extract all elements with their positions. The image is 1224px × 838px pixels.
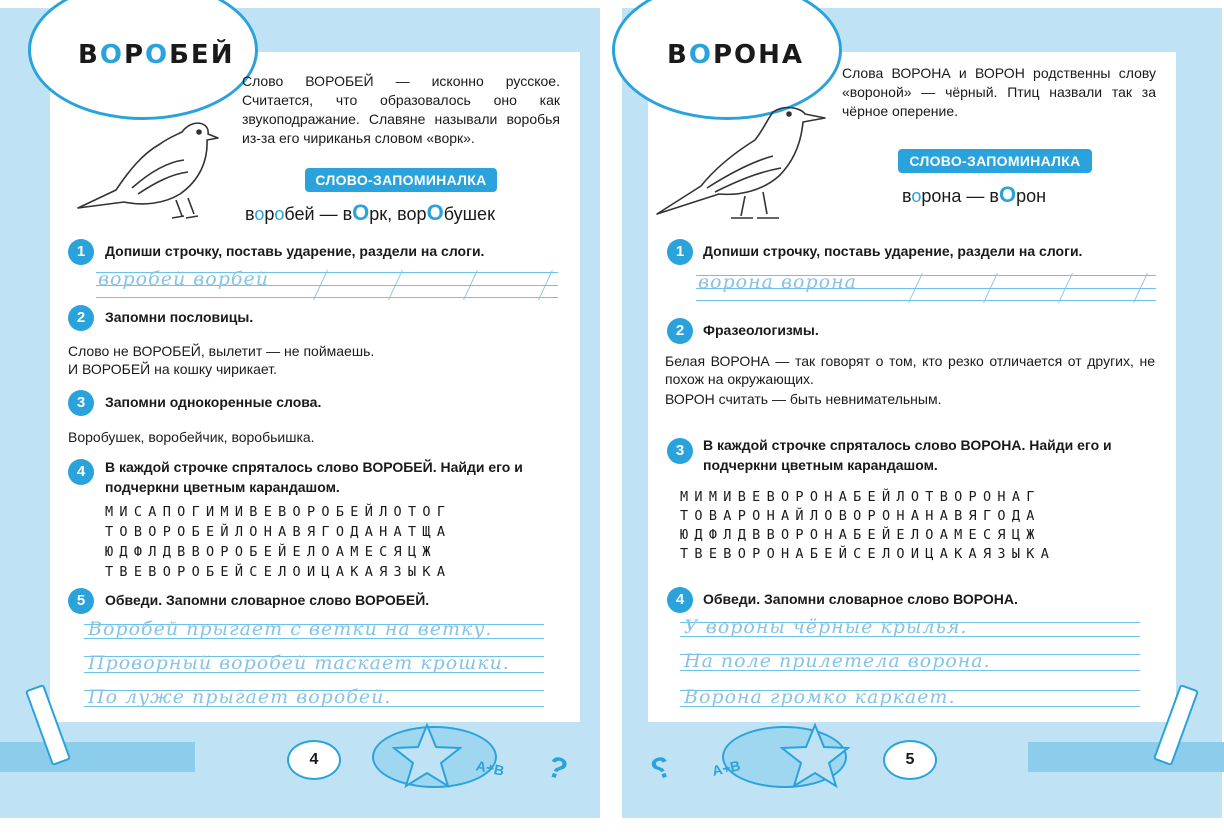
task-number: 1	[68, 239, 94, 265]
letter-grid-row: ЮДФЛДВВОРОНАБЕЙЕЛОАМЕСЯЦЖ	[680, 527, 1041, 543]
trace-text: Проворный воробей таскает крошки.	[88, 652, 510, 674]
phraseology-text: Белая ВОРОНА — так говорят о том, кто резко отличается от других, не похож на окружающих.	[665, 353, 1155, 387]
crow-illustration	[655, 100, 827, 224]
trace-text: На поле прилетела ворона.	[684, 650, 991, 672]
task-number: 2	[68, 305, 94, 331]
page-title: ВОРОНА	[667, 40, 804, 70]
letter-grid-row: МИСАПОГИМИВЕВОРОБЕЙЛОТОГ	[105, 504, 452, 520]
question-mark-icon: ?	[646, 749, 676, 788]
task-instruction: В каждой строчке спряталось слово ВОРОБЕЙ. Найди его и подчеркни цветным карандашом.	[105, 459, 523, 495]
trace-text: воробей ворбей	[98, 268, 269, 290]
task-number: 3	[68, 390, 94, 416]
trace-text: Воробей прыгает с ветки на ветку.	[88, 618, 493, 640]
memo-words: ворона — вОрон	[902, 182, 1047, 207]
letter-grid-row: ТВЕВОРОБЕЙСЕЛОИЦАКАЯЗЫКА	[105, 564, 452, 580]
letter-grid-row: МИМИВЕВОРОНАБЕЙЛОТВОРОНАГ	[680, 489, 1041, 505]
writing-line	[696, 300, 1156, 301]
writing-line	[96, 297, 558, 298]
memo-label: СЛОВО-ЗАПОМИНАЛКА	[305, 168, 497, 192]
intro-paragraph: Слова ВОРОНА и ВОРОН родственны слову «вороной» — чёрный. Птиц назвали так за чёрное оперение.	[842, 65, 1156, 119]
trace-text: Ворона громко каркает.	[684, 686, 956, 708]
trace-text: У вороны чёрные крылья.	[684, 616, 968, 638]
task-number: 4	[68, 459, 94, 485]
task-number: 5	[68, 588, 94, 614]
task-number: 1	[667, 239, 693, 265]
question-mark-icon: ?	[543, 749, 572, 788]
letter-grid-row: ТОВОРОБЕЙЛОНАВЯГОДАНАТЩА	[105, 524, 452, 540]
task-instruction: Запомни пословицы.	[105, 309, 254, 325]
letter-grid-row: ЮДФЛДВВОРОБЕЙЕЛОАМЕСЯЦЖ	[105, 544, 437, 560]
task-number: 4	[667, 587, 693, 613]
ab-label: А+В	[474, 757, 506, 779]
decor-stripe-right	[1028, 742, 1224, 772]
task-instruction: В каждой строчке спряталось слово ВОРОНА. Найди его и подчеркни цветным карандашом.	[703, 437, 1112, 473]
letter-grid-row: ТОВАРОНАЙЛОВОРОНАНАВЯГОДА	[680, 508, 1041, 524]
decor-stripe-left	[0, 742, 195, 772]
intro-paragraph: Слово ВОРОБЕЙ — исконно русское. Считается, что образовалось оно как звукоподражание. Славяне называли воробья из-за его чириканья словом «ворк».	[242, 73, 560, 146]
memo-label: СЛОВО-ЗАПОМИНАЛКА	[898, 149, 1092, 173]
task-instruction: Фразеологизмы.	[703, 322, 819, 338]
trace-text: ворона ворона	[698, 271, 857, 293]
proverb: И ВОРОБЕЙ на кошку чирикает.	[68, 361, 278, 377]
page-number: 4	[287, 740, 341, 780]
letter-grid-row: ТВЕВОРОНАБЕЙСЕЛОИЦАКАЯЗЫКА	[680, 546, 1056, 562]
page-title: ВОРОБЕЙ	[78, 40, 235, 70]
trace-text: По луже прыгает воробей.	[88, 686, 392, 708]
task-instruction: Запомни однокоренные слова.	[105, 394, 322, 410]
task-number: 3	[667, 438, 693, 464]
ab-label: А+В	[710, 757, 742, 779]
star-icon	[392, 722, 462, 788]
task-number: 2	[667, 318, 693, 344]
task-instruction: Обведи. Запомни словарное слово ВОРОНА.	[703, 591, 1018, 607]
star-icon	[780, 722, 850, 788]
cognate-words: Воробушек, воробейчик, воробьишка.	[68, 429, 315, 445]
task-instruction: Допиши строчку, поставь ударение, раздели на слоги.	[105, 243, 485, 259]
sparrow-illustration	[72, 110, 220, 222]
task-instruction: Обведи. Запомни словарное слово ВОРОБЕЙ.	[105, 592, 430, 608]
page-number: 5	[883, 740, 937, 780]
task-instruction: Допиши строчку, поставь ударение, раздели на слоги.	[703, 243, 1083, 259]
phraseology-text: ВОРОН считать — быть невнимательным.	[665, 391, 942, 407]
proverb: Слово не ВОРОБЕЙ, вылетит — не поймаешь.	[68, 343, 375, 359]
memo-words: воробей — вОрк, ворОбушек	[245, 200, 495, 225]
